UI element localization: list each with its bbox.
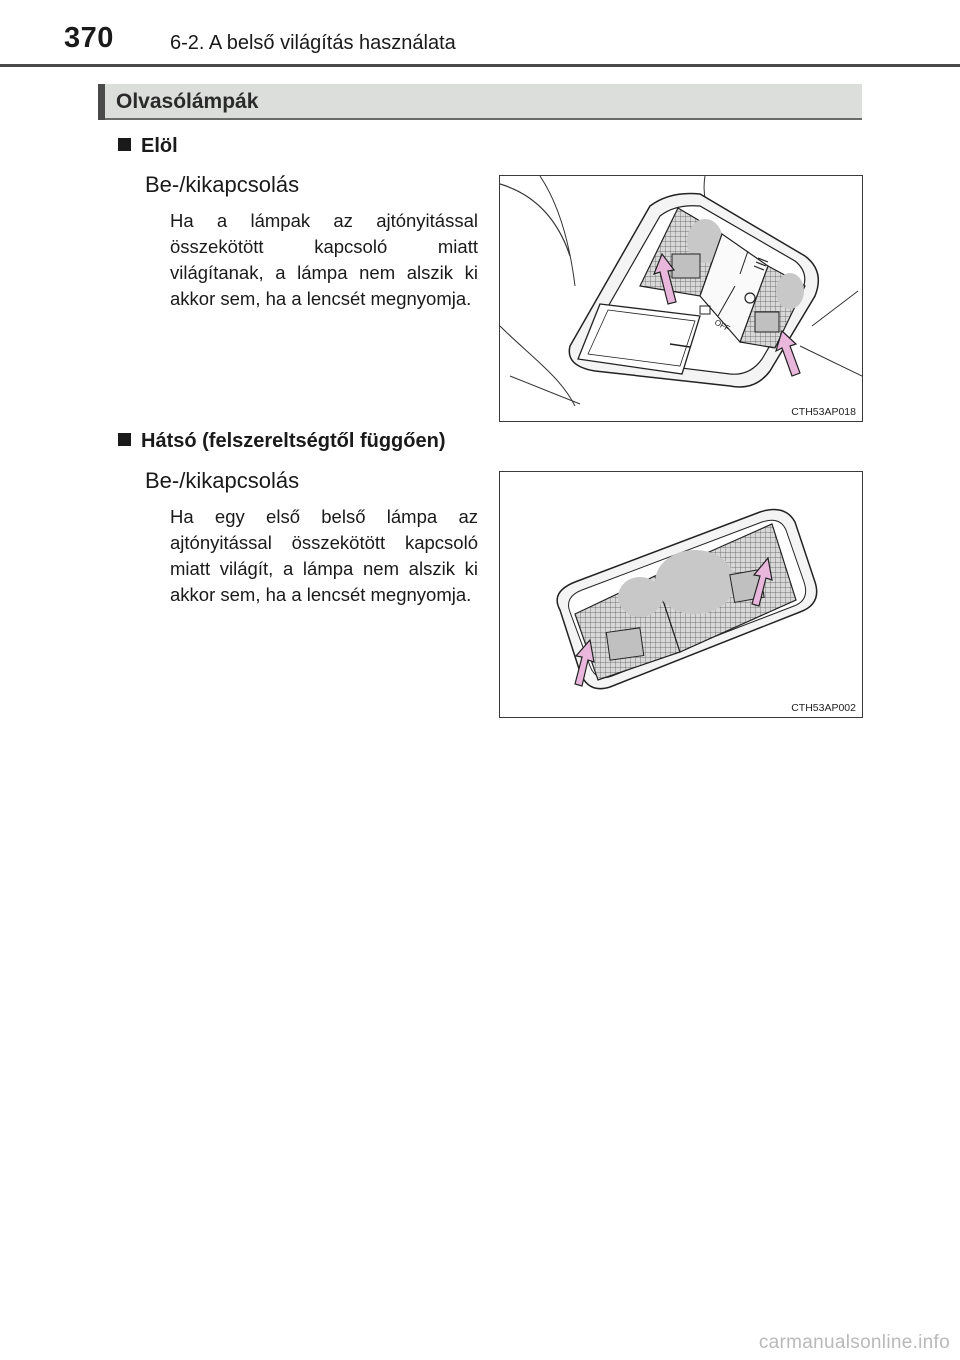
watermark-text: carmanualsonline.info bbox=[758, 1332, 950, 1353]
front-body-text: Ha a lámpak az ajtónyitással összekötött kapcsoló miatt világítanak, a lámpa nem alszik ki akkor sem, ha a lencsét megnyomja. bbox=[170, 210, 478, 309]
rear-figure-code: CTH53AP002 bbox=[791, 702, 856, 714]
square-bullet-icon bbox=[118, 433, 131, 446]
front-item-title: Be-/kikapcsolás bbox=[145, 172, 300, 197]
front-figure-code: CTH53AP018 bbox=[791, 406, 856, 418]
rear-item-title: Be-/kikapcsolás bbox=[145, 468, 300, 493]
rear-lamp-illustration bbox=[500, 472, 862, 717]
page-number: 370 bbox=[64, 22, 114, 54]
section-heading-bar bbox=[98, 84, 862, 120]
front-heading-text: Elöl bbox=[141, 135, 178, 157]
rear-heading bbox=[118, 430, 445, 453]
front-lamp-figure bbox=[499, 175, 863, 422]
off-switch-label: OFF bbox=[713, 317, 732, 334]
chapter-title: 6-2. A belső világítás használata bbox=[170, 32, 456, 54]
rear-body-text: Ha egy első belső lámpa az ajtónyitással összekötött kapcsoló miatt világít, a lámpa nem alszik ki akkor sem, ha a lencsét megnyomja. bbox=[170, 506, 478, 605]
section-bar-edge bbox=[98, 84, 105, 120]
rear-heading-text: Hátsó (felszereltségtől függően) bbox=[141, 430, 446, 452]
front-lamp-illustration bbox=[500, 176, 862, 421]
section-title: Olvasólámpák bbox=[116, 90, 259, 113]
header-rule bbox=[0, 64, 960, 67]
front-heading bbox=[118, 135, 178, 158]
square-bullet-icon bbox=[118, 138, 131, 151]
rear-lamp-figure bbox=[499, 471, 863, 718]
